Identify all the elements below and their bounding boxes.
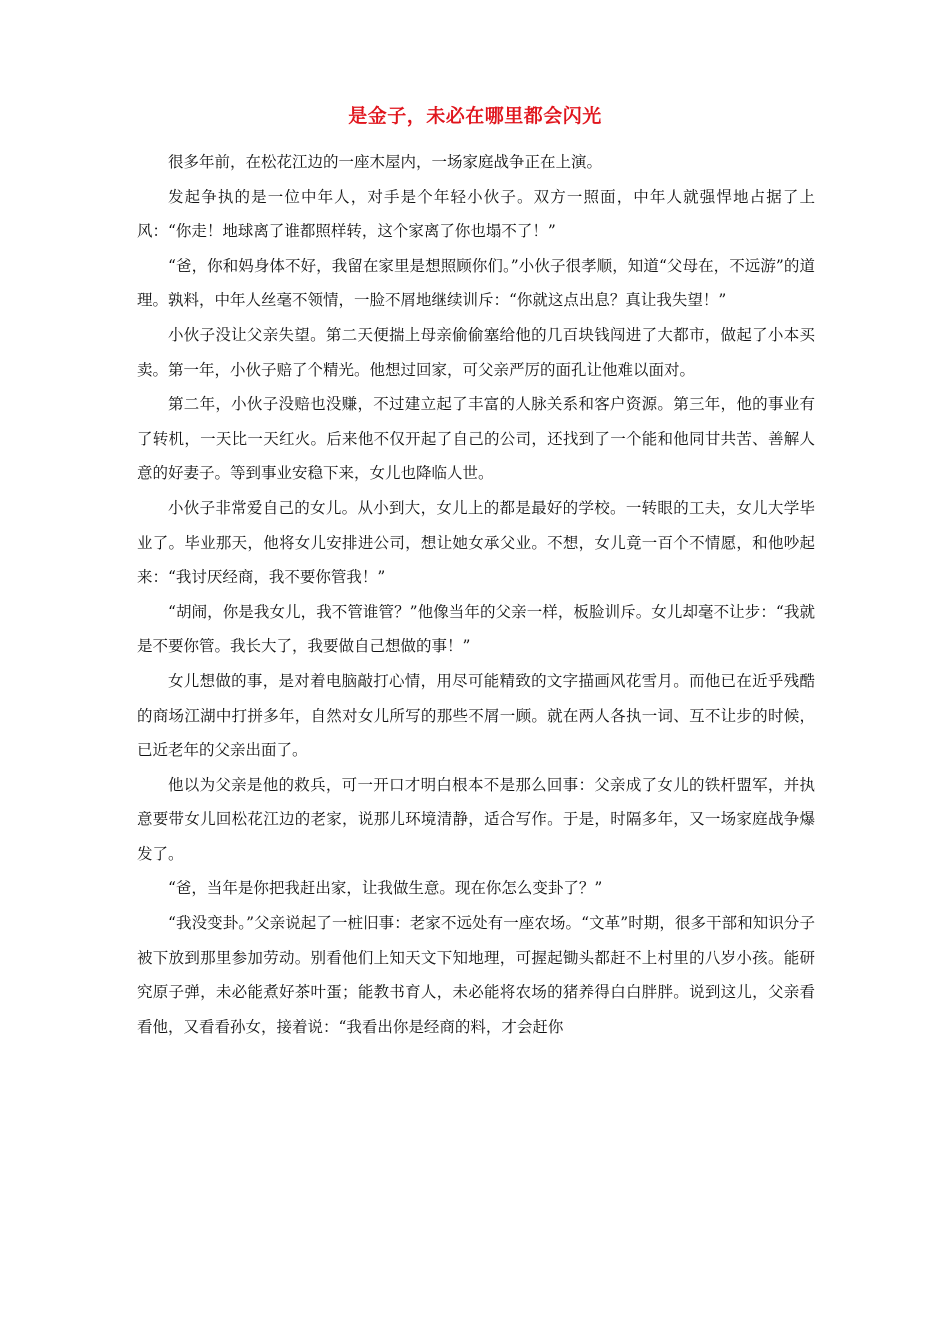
paragraph: 发起争执的是一位中年人，对手是个年轻小伙子。双方一照面，中年人就强悍地占据了上风：“你走！地球离了谁都照样转，这个家离了你也塌不了！”	[137, 187, 815, 241]
paragraph: 很多年前，在松花江边的一座木屋内，一场家庭战争正在上演。	[168, 153, 603, 171]
paragraph: “我没变卦。”父亲说起了一桩旧事：老家不远处有一座农场。“文革”时期，很多干部和知识分子被下放到那里参加劳动。别看他们上知天文下知地理，可握起锄头都赶不上村里的八岁小孩。能研究原子弹，未必能煮好茶叶蛋；能教书育人，未必能将农场的猪养得白白胖胖。说到这儿，父亲看看他，又看看孙女，接着说：“我看出你是经商的料，才会赶你	[137, 914, 815, 1036]
article-body	[137, 145, 815, 1044]
paragraph: 第二年，小伙子没赔也没赚，不过建立起了丰富的人脉关系和客户资源。第三年，他的事业有了转机，一天比一天红火。后来他不仅开起了自己的公司，还找到了一个能和他同甘共苦、善解人意的好妻子。等到事业安稳下来，女儿也降临人世。	[137, 395, 815, 483]
paragraph: 小伙子没让父亲失望。第二天便揣上母亲偷偷塞给他的几百块钱闯进了大都市，做起了小本买卖。第一年，小伙子赔了个精光。他想过回家，可父亲严厉的面孔让他难以面对。	[137, 325, 815, 379]
paragraph: “胡闹，你是我女儿，我不管谁管？”他像当年的父亲一样，板脸训斥。女儿却毫不让步：“我就是不要你管。我长大了，我要做自己想做的事！”	[137, 602, 815, 656]
paragraph: 女儿想做的事，是对着电脑敲打心情，用尽可能精致的文字描画风花雪月。而他已在近乎残酷的商场江湖中打拼多年，自然对女儿所写的那些不屑一顾。就在两人各执一词、互不让步的时候，已近老年的父亲出面了。	[137, 671, 815, 760]
paragraph: 他以为父亲是他的救兵，可一开口才明白根本不是那么回事：父亲成了女儿的铁杆盟军，并执意要带女儿回松花江边的老家，说那儿环境清静，适合写作。于是，时隔多年，又一场家庭战争爆发了。	[137, 775, 815, 863]
article-title: 是金子，未必在哪里都会闪光	[348, 105, 602, 127]
paragraph: 小伙子非常爱自己的女儿。从小到大，女儿上的都是最好的学校。一转眼的工夫，女儿大学毕业了。毕业那天，他将女儿安排进公司，想让她女承父业。不想，女儿竟一百个不情愿，和他吵起来：“我讨厌经商，我不要你管我！”	[137, 498, 815, 587]
paragraph: “爸，当年是你把我赶出家，让我做生意。现在你怎么变卦了？”	[168, 879, 603, 898]
paragraph: “爸，你和妈身体不好，我留在家里是想照顾你们。”小伙子很孝顺，知道“父母在，不远游”的道理。孰料，中年人丝毫不领情，一脸不屑地继续训斥：“你就这点出息？真让我失望！”	[137, 256, 815, 310]
